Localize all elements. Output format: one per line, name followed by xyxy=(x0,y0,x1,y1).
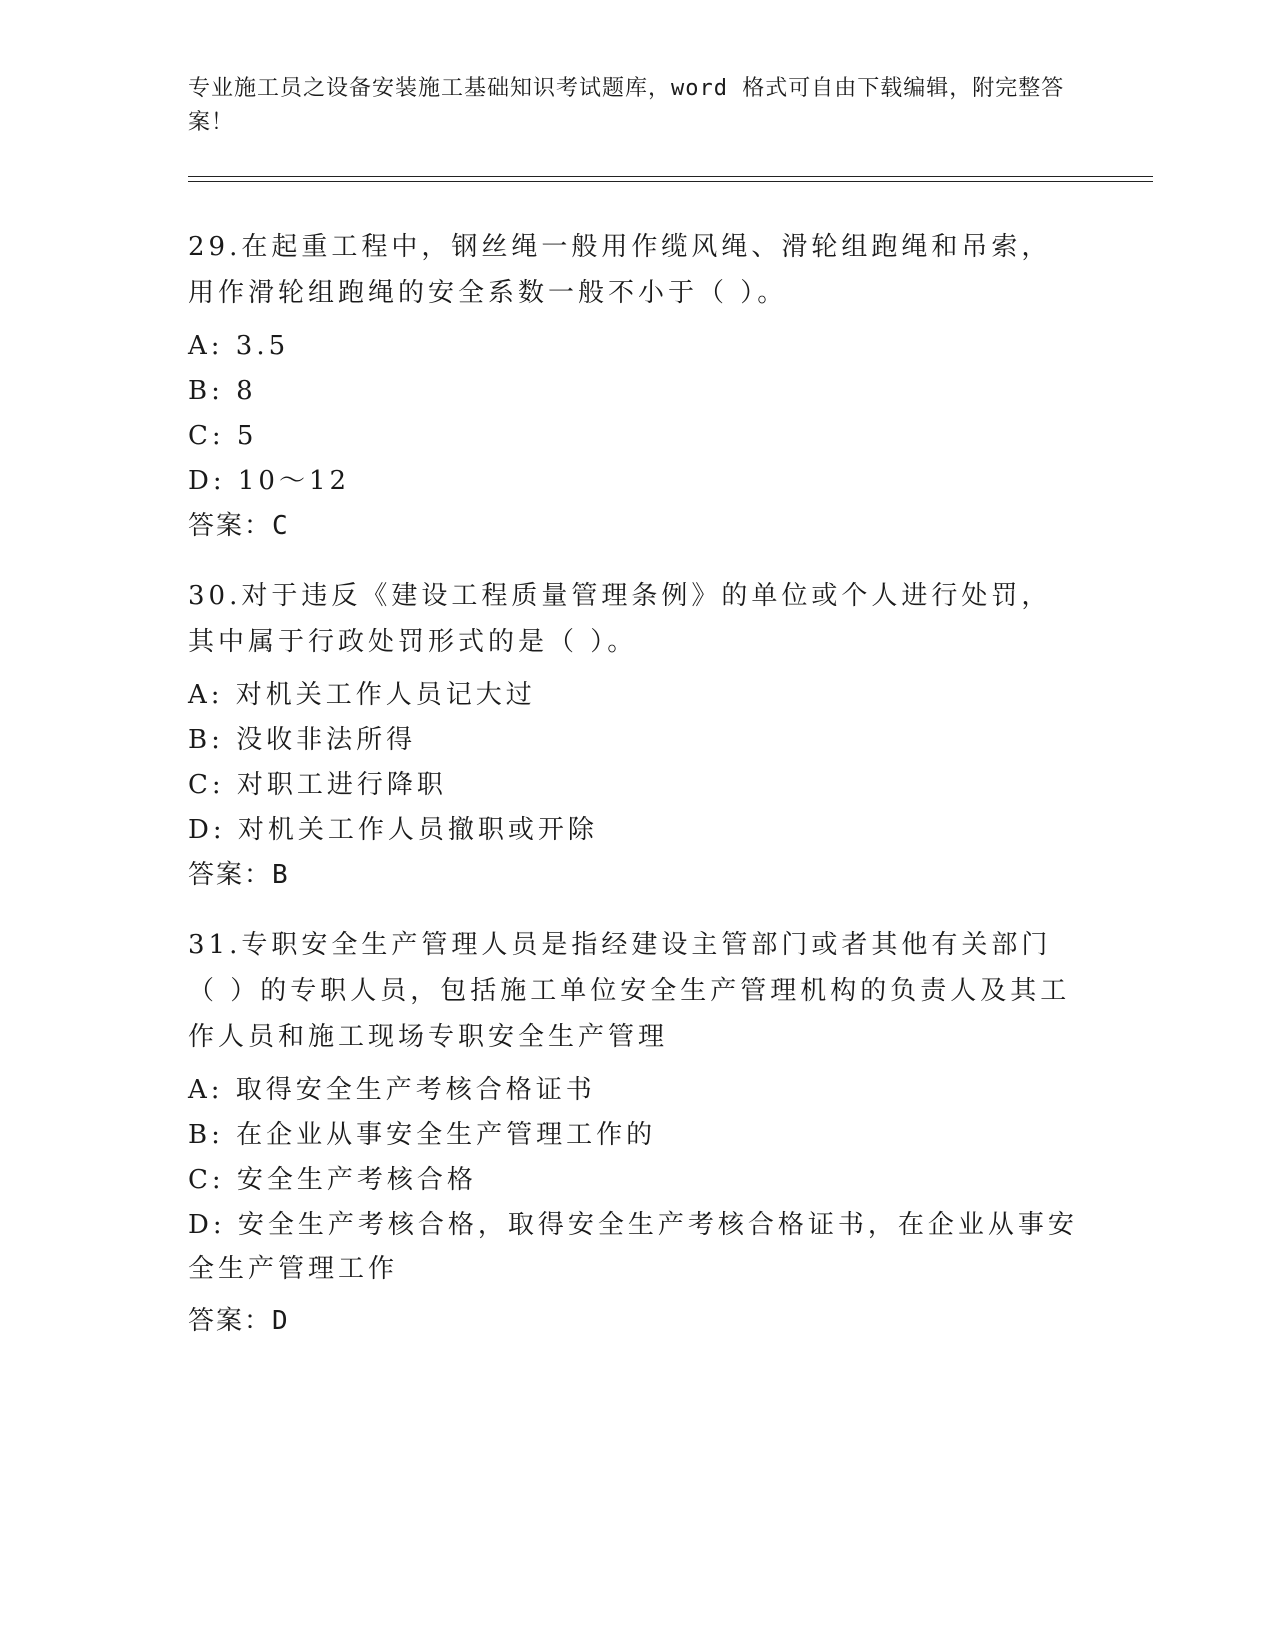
option-d: D: 对机关工作人员撤职或开除 xyxy=(188,815,598,845)
option-c: C: 安全生产考核合格 xyxy=(188,1165,477,1195)
document-header: 专业施工员之设备安装施工基础知识考试题库，word 格式可自由下载编辑，附完整答案！ xyxy=(188,76,1065,135)
option-b: B: 没收非法所得 xyxy=(188,725,417,755)
question-text: 31.专职安全生产管理人员是指经建设主管部门或者其他有关部门（ ）的专职人员，包括施工单位安全生产管理机构的负责人及其工作人员和施工现场专职安全生产管理 xyxy=(188,930,1071,1052)
question-text: 30.对于违反《建设工程质量管理条例》的单位或个人进行处罚，其中属于行政处罚形式的是（ ）。 xyxy=(188,581,1052,657)
option-c: C: 对职工进行降职 xyxy=(188,770,447,800)
option-a: A: 3.5 xyxy=(188,331,290,361)
question-29 xyxy=(188,224,1078,541)
option-d: D: 10～12 xyxy=(188,466,351,496)
option-a: A: 取得安全生产考核合格证书 xyxy=(188,1075,596,1105)
question-30 xyxy=(188,573,1078,890)
option-d: D: 安全生产考核合格，取得安全生产考核合格证书，在企业从事安全生产管理工作 xyxy=(188,1210,1078,1284)
option-b: B: 在企业从事安全生产管理工作的 xyxy=(188,1120,657,1150)
answer-line: 答案：B xyxy=(188,860,290,890)
answer-line: 答案：C xyxy=(188,511,290,541)
question-text: 29.在起重工程中，钢丝绳一般用作缆风绳、滑轮组跑绳和吊索，用作滑轮组跑绳的安全系数一般不小于（ ）。 xyxy=(188,232,1052,308)
question-31 xyxy=(188,922,1078,1336)
header-divider-top xyxy=(188,176,1153,177)
option-a: A: 对机关工作人员记大过 xyxy=(188,680,536,710)
answer-line: 答案：D xyxy=(188,1306,290,1336)
option-c: C: 5 xyxy=(188,421,258,451)
header-divider-bottom xyxy=(188,181,1153,182)
option-b: B: 8 xyxy=(188,376,257,406)
